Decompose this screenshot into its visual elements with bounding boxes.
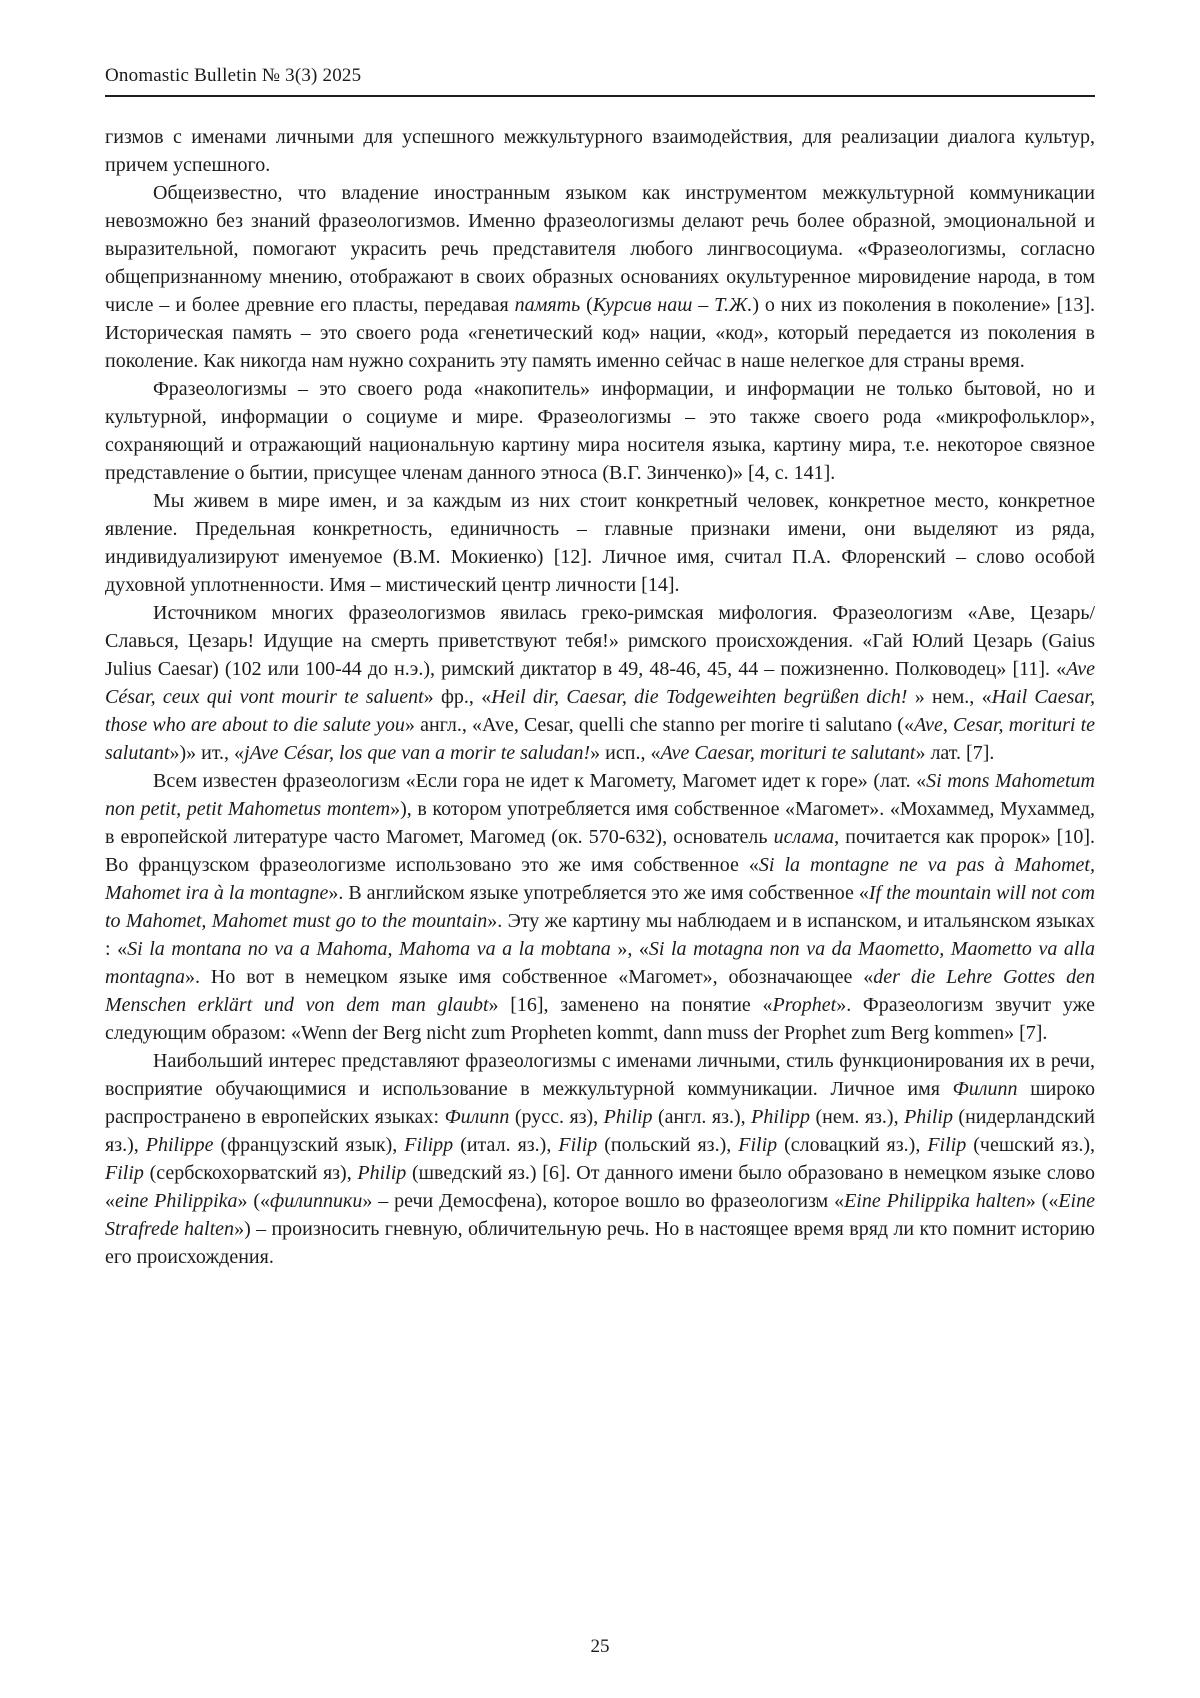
text-segment: » англ., «Ave, Cesar, quelli che stanno per morire ti salutano (« — [404, 714, 914, 736]
italic-text-segment: Si la montana no va a Mahoma, Mahoma va a la mobtana — [127, 938, 618, 960]
paragraph — [105, 767, 1095, 1047]
page-footer — [105, 1624, 1095, 1698]
text-segment: гизмов с именами личными для успешного межкультурного взаимодействия, для реализации диалога культур, причем успешного. — [105, 126, 1095, 176]
italic-text-segment: Si la motagna non va da Maometto, Maometto va alla montagna — [105, 938, 1095, 988]
italic-text-segment: Hail Caesar, those who are about to die salute you — [105, 686, 1095, 736]
text-segment: » фр., « — [423, 686, 492, 708]
italic-text-segment: Si mons Mahometum non petit, petit Mahometus montem — [105, 770, 1095, 820]
text-segment: Всем известен фразеологизм «Если гора не идет к Магомету, Магомет идет к горе» (лат. « — [153, 770, 927, 792]
text-segment: » (« — [1025, 1190, 1059, 1212]
italic-text-segment: память — [514, 294, 581, 316]
text-segment: » [16], заменено на понятие « — [488, 994, 773, 1016]
page-header — [105, 64, 1095, 88]
text-segment: (сербскохорватский яз), — [143, 1162, 358, 1184]
italic-text-segment: Eine Philippika halten — [844, 1190, 1026, 1212]
italic-text-segment: Eine Strafrede halten — [105, 1190, 1095, 1240]
text-segment: Фразеологизмы – это своего рода «накопитель» информации, и информации не только бытовой, но и культурной, информации о социуме и мире. Фразеологизмы – это также своего рода «микрофольклор», сохраняющий и отражающий национальную картину мира носителя языка, картину мира, т.е. некоторое связное представление о бытии, присущее членам данного этноса (В.Г. Зинченко)» [4, с. 141]. — [105, 378, 1095, 484]
italic-text-segment: Филипп — [444, 1106, 510, 1128]
text-segment: Источником многих фразеологизмов явилась греко-римская мифология. Фразеологизм «Аве, Цезарь/ Славься, Цезарь! Идущие на смерть приветствуют тебя!» римского происхождения. «Гай Юлий Цезарь (Gaius Julius Caesar) (102 или 100-44 до н.э.), римский диктатор в 49, 48-46, 45, 44 – пожизненно. Полководец» [11]. « — [105, 602, 1095, 680]
page-number: 25 — [590, 1636, 610, 1657]
text-segment: , почитается как пророк» [10]. Во французском фразеологизме использовано это же имя собственное « — [105, 826, 1095, 876]
italic-text-segment: Ave, Cesar, morituri te salutant — [105, 714, 1096, 764]
italic-text-segment: Philipp — [751, 1106, 811, 1128]
italic-text-segment: Prophet — [772, 994, 837, 1016]
text-segment: (русс. яз), — [509, 1106, 604, 1128]
text-segment: (французский язык), — [213, 1134, 405, 1156]
text-segment: »), в котором употребляется имя собственное «Магомет». «Мохаммед, Мухаммед, в европейской литературе часто Магомет, Магомед (ок. 570-632), основатель — [105, 798, 1096, 848]
italic-text-segment: Филипп — [952, 1078, 1018, 1100]
text-segment: (чешский яз.), — [966, 1134, 1096, 1156]
text-segment: Наибольший интерес представляют фразеологизмы с именами личными, стиль функционирования их в речи, восприятие обучающимися и использование в межкультурной коммуникации. Личное имя — [105, 1050, 1095, 1100]
text-segment: » нем., « — [914, 686, 992, 708]
paragraph — [105, 123, 1095, 179]
text-segment: ») – произносить гневную, обличительную речь. Но в настоящее время вряд ли кто помнит историю его происхождения. — [105, 1218, 1095, 1268]
text-segment: Общеизвестно, что владение иностранным языком как инструментом межкультурной коммуникации невозможно без знаний фразеологизмов. Именно фразеологизмы делают речь более образной, эмоциональной и выразительной, помогают украсить речь представителя любого лингвосоциума. «Фразеологизмы, согласно общепризнанному мнению, отображают в своих образных основаниях окультуренное мировидение народа, в том числе – и более древние его пласты, передавая — [105, 182, 1095, 316]
italic-text-segment: Filip — [105, 1162, 144, 1184]
text-segment: » (« — [237, 1190, 271, 1212]
header-divider — [105, 95, 1095, 97]
italic-text-segment: der die Lehre Gottes den Menschen erklärt und von dem man glaubt — [105, 966, 1095, 1016]
text-segment: ». Но вот в немецком языке имя собственное «Магомет», обозначающее « — [185, 966, 874, 988]
italic-text-segment: Filip — [738, 1134, 778, 1156]
italic-text-segment: Filip — [558, 1134, 598, 1156]
text-segment: ». В английском языке употребляется это же имя собственное « — [328, 882, 869, 904]
italic-text-segment: ислама — [773, 826, 835, 848]
italic-text-segment: Philip — [357, 1162, 407, 1184]
text-segment: (нидерландский яз.), — [105, 1106, 1096, 1156]
text-segment: (шведский яз.) [6]. От данного имени было образовано в немецком языке слово « — [105, 1162, 1095, 1212]
text-segment: ( — [580, 294, 593, 316]
italic-text-segment: Philippe — [145, 1134, 214, 1156]
italic-text-segment: Philip — [904, 1106, 953, 1128]
italic-text-segment: jAve César, los que van a morir te saludan! — [244, 742, 591, 764]
italic-text-segment: филиппики — [270, 1190, 363, 1212]
italic-text-segment: Ave Caesar, morituri te salutant — [660, 742, 916, 764]
italic-text-segment: Курсив наш – Т.Ж. — [592, 294, 753, 316]
italic-text-segment: Philip — [603, 1106, 653, 1128]
text-segment: (словацкий яз.), — [777, 1134, 928, 1156]
text-segment: ) о них из поколения в поколение» [13]. Историческая память – это своего рода «генетический код» нации, «код», который передается из поколения в поколение. Как никогда нам нужно сохранить эту память именно сейчас в наше нелегкое для страны время. — [105, 294, 1096, 372]
text-segment: Мы живем в мире имен, и за каждым из них стоит конкретный человек, конкретное место, конкретное явление. Предельная конкретность, единичность – главные признаки имени, они выделяют из ряда, индивидуализируют именуемое (В.М. Мокиенко) [12]. Личное имя, считал П.А. Флоренский – слово особой духовной уплотненности. Имя – мистический центр личности [14]. — [105, 490, 1095, 596]
text-segment: »)» ит., « — [169, 742, 245, 764]
text-segment: (польский яз.), — [597, 1134, 739, 1156]
paragraph — [105, 375, 1095, 487]
page-body — [105, 123, 1095, 1271]
italic-text-segment: If the mountain will not com to Mahomet, Mahomet must go to the mountain — [105, 882, 1096, 932]
text-segment: широко распространено в европейских языках: — [105, 1078, 1095, 1128]
italic-text-segment: Si la montagne ne va pas à Mahomet, Mahomet ira à la montagne — [105, 854, 1095, 904]
paragraph — [105, 487, 1095, 599]
text-segment: », « — [617, 938, 649, 960]
paragraph — [105, 1047, 1095, 1271]
paragraph — [105, 179, 1095, 375]
text-segment: » – речи Демосфена), которое вошло во фразеологизм « — [362, 1190, 845, 1212]
journal-title: Onomastic Bulletin № 3(3) 2025 — [105, 65, 362, 86]
italic-text-segment: Filipp — [404, 1134, 454, 1156]
text-segment: (итал. яз.), — [453, 1134, 559, 1156]
text-segment: ». Эту же картину мы наблюдаем и в испанском, и итальянском языках : « — [105, 910, 1095, 960]
italic-text-segment: eine Philippika — [115, 1190, 238, 1212]
italic-text-segment: Filip — [927, 1134, 967, 1156]
text-segment: » исп., « — [590, 742, 661, 764]
text-segment: ». Фразеологизм звучит уже следующим образом: «Wenn der Berg nicht zum Propheten kommt, dann muss der Prophet zum Berg kommen» [7]. — [105, 994, 1095, 1044]
text-segment: (нем. яз.), — [810, 1106, 905, 1128]
italic-text-segment: Heil dir, Caesar, die Todgeweihten begrüßen dich! — [491, 686, 915, 708]
paragraph — [105, 599, 1095, 767]
text-segment: (англ. яз.), — [652, 1106, 752, 1128]
text-segment: » лат. [7]. — [915, 742, 995, 764]
italic-text-segment: Ave César, ceux qui vont mourir te saluent — [105, 658, 1095, 708]
